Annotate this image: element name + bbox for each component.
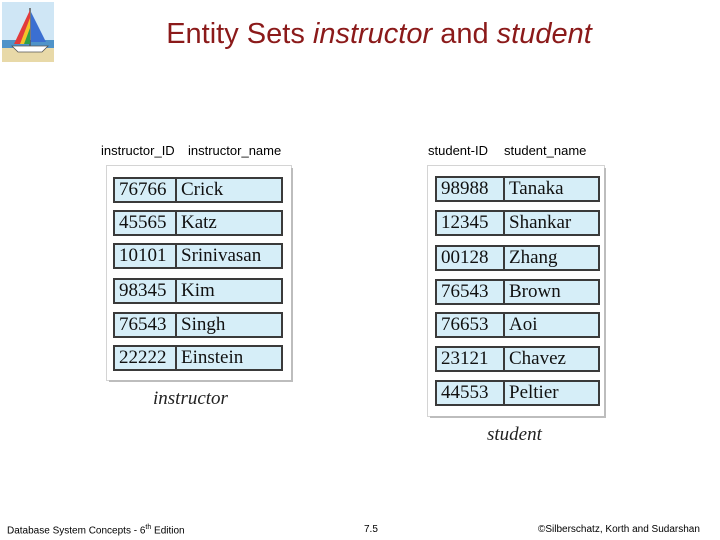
student-id-cell: 44553 xyxy=(437,382,505,404)
student-name-cell: Aoi xyxy=(509,314,538,335)
student-name-cell: Chavez xyxy=(509,348,566,369)
table-row xyxy=(113,345,283,371)
student-name-cell: Brown xyxy=(509,281,561,302)
student-id-cell: 00128 xyxy=(437,247,505,269)
table-row xyxy=(435,346,600,372)
instructor-id-cell: 45565 xyxy=(115,212,177,234)
table-row xyxy=(113,278,283,304)
table-row xyxy=(113,243,283,269)
student-id-cell: 76653 xyxy=(437,314,505,336)
instructor-caption: instructor xyxy=(153,388,228,409)
table-row xyxy=(435,176,600,202)
table-row xyxy=(435,312,600,338)
footer-left: Database System Concepts - 6th Edition xyxy=(7,524,185,537)
instructor-name-cell: Crick xyxy=(181,179,224,200)
instructor-name-cell: Katz xyxy=(181,212,217,233)
table-row xyxy=(435,210,600,236)
student-id-cell: 12345 xyxy=(437,212,505,234)
instructor-name-cell: Einstein xyxy=(181,347,244,368)
table-row xyxy=(113,210,283,236)
instructor-id-cell: 76766 xyxy=(115,179,177,201)
student-id-cell: 98988 xyxy=(437,178,505,200)
table-row xyxy=(435,380,600,406)
instructor-name-cell: Kim xyxy=(181,280,215,301)
footer-page-number: 7.5 xyxy=(364,524,378,535)
student-id-header: student-ID xyxy=(428,143,488,158)
student-name-cell: Tanaka xyxy=(509,178,564,199)
instructor-name-cell: Srinivasan xyxy=(181,245,262,266)
instructor-id-cell: 76543 xyxy=(115,314,177,336)
student-caption: student xyxy=(487,424,542,445)
footer-copyright: ©Silberschatz, Korth and Sudarshan xyxy=(538,524,700,535)
student-id-cell: 76543 xyxy=(437,281,505,303)
instructor-id-header: instructor_ID xyxy=(101,143,175,158)
instructor-id-cell: 10101 xyxy=(115,245,177,267)
page-title: Entity Sets instructor and student xyxy=(166,18,592,50)
instructor-id-cell: 98345 xyxy=(115,280,177,302)
table-row xyxy=(113,177,283,203)
instructor-id-cell: 22222 xyxy=(115,347,177,369)
table-row xyxy=(113,312,283,338)
student-id-cell: 23121 xyxy=(437,348,505,370)
instructor-name-cell: Singh xyxy=(181,314,226,335)
student-name-cell: Peltier xyxy=(509,382,559,403)
student-name-cell: Zhang xyxy=(509,247,558,268)
table-row xyxy=(435,279,600,305)
table-row xyxy=(435,245,600,271)
student-name-header: student_name xyxy=(504,143,587,158)
instructor-name-header: instructor_name xyxy=(188,143,282,158)
student-name-cell: Shankar xyxy=(509,212,572,233)
